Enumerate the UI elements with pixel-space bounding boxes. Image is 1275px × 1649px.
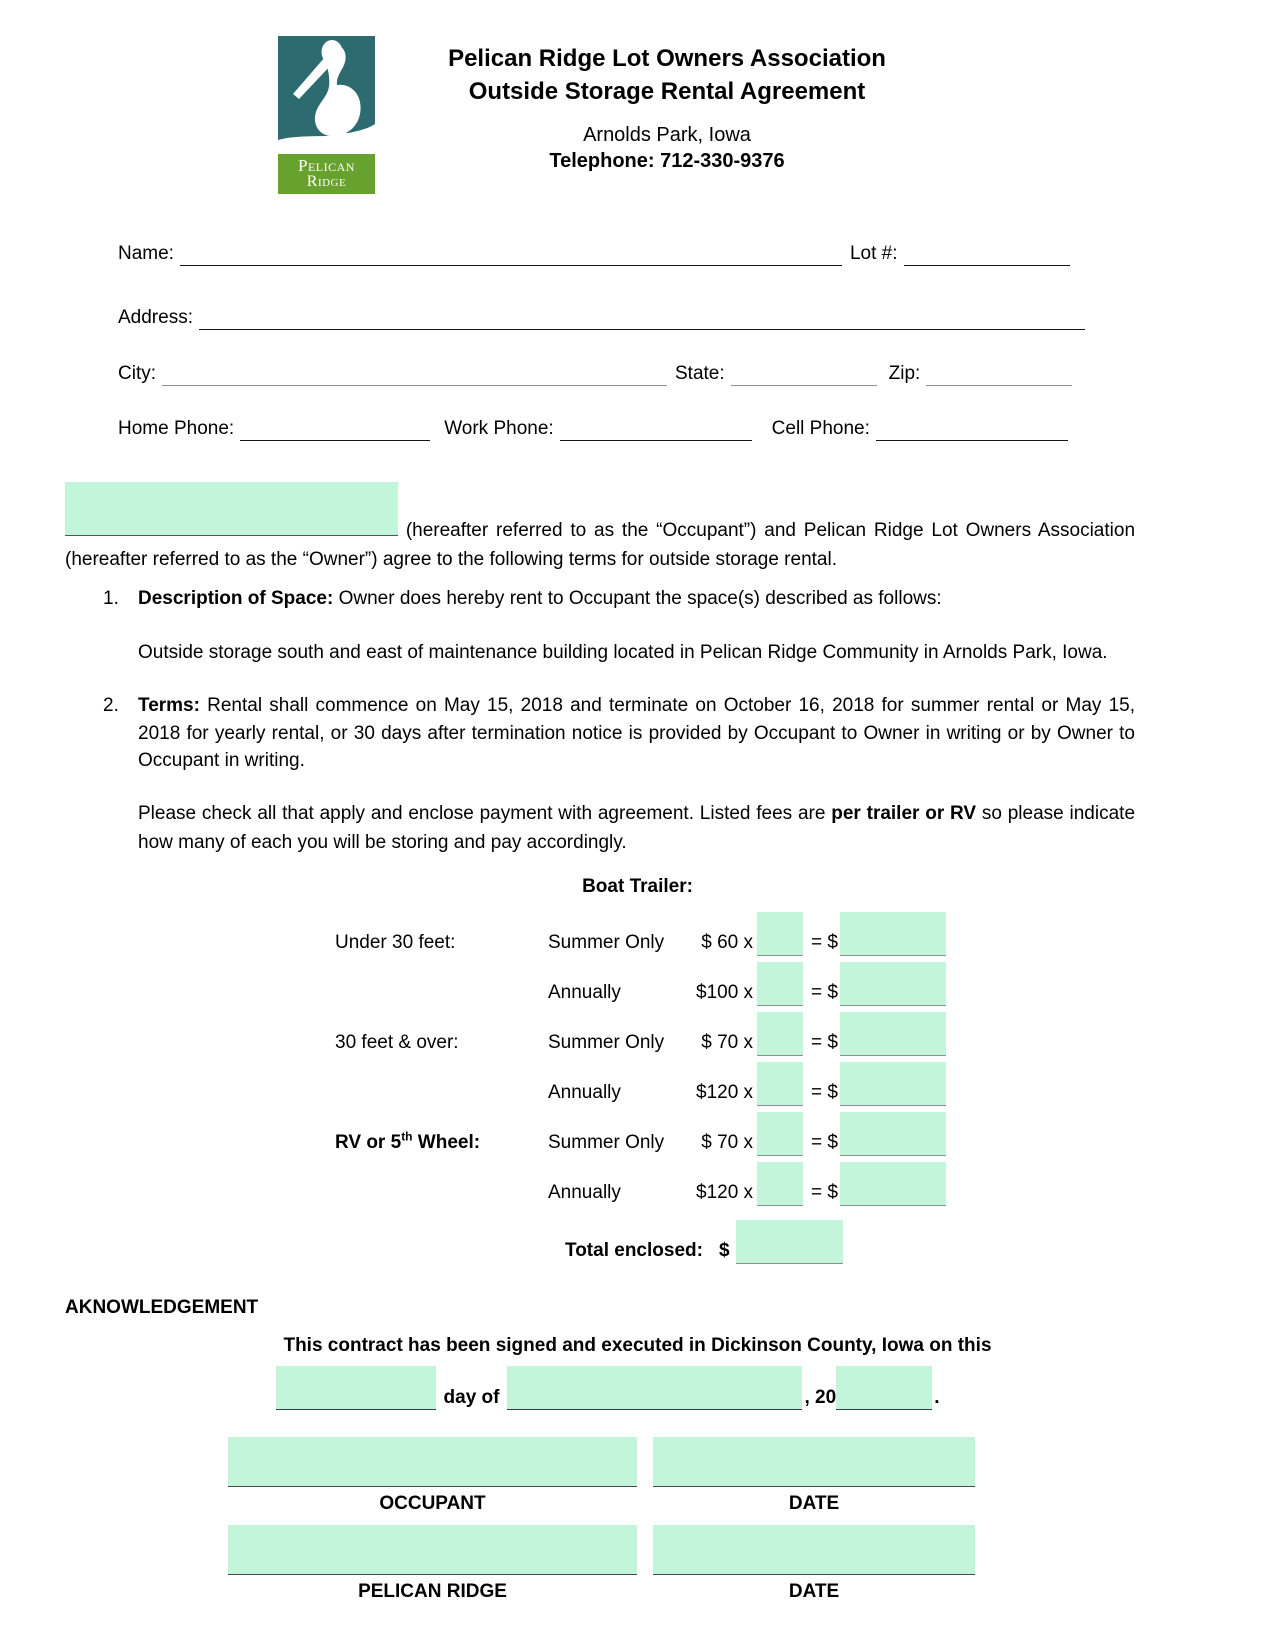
period-label: Annually bbox=[548, 982, 621, 1003]
home-phone-label: Home Phone: bbox=[118, 418, 235, 439]
occupant-date-label: DATE bbox=[788, 1493, 840, 1514]
header bbox=[278, 36, 937, 194]
telephone-subtitle: Telephone: 712-330-9376 bbox=[549, 150, 785, 172]
month-field[interactable] bbox=[507, 1366, 802, 1410]
sentence-period: . bbox=[934, 1387, 940, 1408]
occupant-signature-label: OCCUPANT bbox=[379, 1493, 486, 1514]
work-phone-label: Work Phone: bbox=[444, 418, 554, 439]
empty-category bbox=[335, 1004, 548, 1006]
note-post: so please indicate how many of each you will be storing and pay accordingly. bbox=[138, 803, 1136, 853]
state-field[interactable] bbox=[731, 385, 877, 386]
fee-row-under30-summer bbox=[0, 906, 1275, 956]
empty-category bbox=[335, 1204, 548, 1206]
rv-category-label bbox=[335, 1129, 548, 1156]
intro-paragraph bbox=[65, 482, 1135, 573]
period-label: Summer Only bbox=[548, 932, 665, 953]
under30-annual-qty-field[interactable] bbox=[757, 962, 803, 1006]
period-label: Summer Only bbox=[548, 1032, 665, 1053]
execution-date-row bbox=[0, 1366, 1275, 1410]
period-label: Annually bbox=[548, 1182, 621, 1203]
city-field[interactable] bbox=[162, 385, 667, 386]
rv-label-post: Wheel: bbox=[412, 1132, 481, 1153]
pelican-ridge-signature-field[interactable] bbox=[228, 1525, 637, 1575]
zip-label: Zip: bbox=[888, 363, 921, 384]
equals-label: = $ bbox=[811, 932, 838, 953]
period-label: Summer Only bbox=[548, 1132, 665, 1153]
title-block bbox=[397, 36, 937, 194]
price-label: $ 70 x bbox=[701, 1132, 753, 1153]
equals-label: = $ bbox=[811, 1182, 838, 1203]
phone-row bbox=[0, 395, 1275, 441]
equals-label: = $ bbox=[811, 1032, 838, 1053]
address-row bbox=[0, 284, 1275, 330]
equals-label: = $ bbox=[811, 1132, 838, 1153]
item1-detail: Outside storage south and east of maintenance building located in Pelican Ridge Community in Arnolds Park, Iowa. bbox=[138, 642, 1108, 663]
signature-left-column bbox=[228, 1437, 637, 1605]
under30-summer-amount-field[interactable] bbox=[840, 912, 946, 956]
rv-annual-qty-field[interactable] bbox=[757, 1162, 803, 1206]
location-subtitle: Arnolds Park, Iowa bbox=[583, 124, 751, 146]
year-prefix-label: , 20 bbox=[804, 1387, 837, 1408]
item-description-of-space bbox=[103, 588, 1135, 610]
item2-number: 2. bbox=[103, 695, 119, 716]
day-of-label: day of bbox=[443, 1387, 500, 1408]
fee-row-rv-annual bbox=[0, 1156, 1275, 1206]
fee-row-under30-annual bbox=[0, 956, 1275, 1006]
item-terms bbox=[103, 692, 1135, 775]
work-phone-field[interactable] bbox=[560, 440, 752, 441]
item1-title: Description of Space: bbox=[138, 588, 334, 609]
pelican-ridge-signature-label: PELICAN RIDGE bbox=[358, 1581, 507, 1602]
cell-phone-field[interactable] bbox=[876, 440, 1068, 441]
over30-annual-qty-field[interactable] bbox=[757, 1062, 803, 1106]
rv-label-pre: RV or 5 bbox=[335, 1132, 402, 1153]
total-dollar-sign: $ bbox=[718, 1240, 730, 1261]
logo-text-line1: Pelican bbox=[298, 156, 355, 175]
signature-right-column bbox=[653, 1437, 975, 1605]
pelican-ridge-logo bbox=[278, 36, 375, 194]
state-label: State: bbox=[675, 363, 725, 384]
boat-trailer-heading: Boat Trailer: bbox=[582, 876, 693, 897]
city-row bbox=[0, 340, 1275, 386]
logo-wordmark bbox=[278, 154, 375, 194]
name-label: Name: bbox=[118, 243, 174, 264]
total-enclosed-field[interactable] bbox=[736, 1220, 843, 1264]
lot-field[interactable] bbox=[904, 265, 1070, 266]
intro-text1: (hereafter referred to as the “Occupant”) and Pelican Ridge Lot Owners Association bbox=[405, 520, 1136, 541]
home-phone-field[interactable] bbox=[240, 440, 430, 441]
over30-annual-amount-field[interactable] bbox=[840, 1062, 946, 1106]
over30-summer-amount-field[interactable] bbox=[840, 1012, 946, 1056]
fee-row-rv-summer bbox=[0, 1106, 1275, 1156]
contract-executed-sentence: This contract has been signed and executed in Dickinson County, Iowa on this bbox=[283, 1335, 992, 1356]
occupant-date-field[interactable] bbox=[653, 1437, 975, 1487]
zip-field[interactable] bbox=[926, 385, 1072, 386]
note-pre: Please check all that apply and enclose payment with agreement. Listed fees are bbox=[138, 803, 832, 824]
under30-annual-amount-field[interactable] bbox=[840, 962, 946, 1006]
total-enclosed-label: Total enclosed: bbox=[565, 1240, 703, 1261]
price-label: $100 x bbox=[696, 982, 754, 1003]
price-label: $120 x bbox=[696, 1182, 754, 1203]
over30-category-label: 30 feet & over: bbox=[335, 1032, 459, 1053]
item1-number: 1. bbox=[103, 588, 119, 609]
rv-label-sup: th bbox=[401, 1129, 413, 1144]
note-bold: per trailer or RV bbox=[831, 803, 977, 824]
price-label: $120 x bbox=[696, 1082, 754, 1103]
contact-form bbox=[0, 220, 1275, 441]
occupant-signature-field[interactable] bbox=[228, 1437, 637, 1487]
signature-section bbox=[228, 1437, 975, 1605]
acknowledgement-heading: AKNOWLEDGEMENT bbox=[65, 1297, 259, 1318]
address-field[interactable] bbox=[199, 329, 1085, 330]
cell-phone-label: Cell Phone: bbox=[771, 418, 870, 439]
under30-summer-qty-field[interactable] bbox=[757, 912, 803, 956]
fee-table bbox=[0, 906, 1275, 1206]
rv-annual-amount-field[interactable] bbox=[840, 1162, 946, 1206]
rv-summer-amount-field[interactable] bbox=[840, 1112, 946, 1156]
occupant-name-field[interactable] bbox=[65, 482, 398, 536]
pelican-icon bbox=[278, 36, 375, 154]
city-label: City: bbox=[118, 363, 156, 384]
lot-label: Lot #: bbox=[849, 243, 898, 264]
empty-category bbox=[335, 1104, 548, 1106]
fee-row-over30-annual bbox=[0, 1056, 1275, 1106]
logo-text-line2: Ridge bbox=[306, 173, 347, 190]
item1-text: Owner does hereby rent to Occupant the space(s) described as follows: bbox=[333, 588, 942, 609]
total-enclosed-row bbox=[0, 1214, 1275, 1264]
period-label: Annually bbox=[548, 1082, 621, 1103]
pelican-ridge-date-label: DATE bbox=[788, 1581, 840, 1602]
address-label: Address: bbox=[118, 307, 193, 328]
item2-text: Rental shall commence on May 15, 2018 and terminate on October 16, 2018 for summer rental or May 15, 2018 for yearly rental, or 30 days after termination notice is provided by Occupant to Owner in writing or by Owner to Occupant in writing. bbox=[138, 695, 1135, 771]
over30-summer-qty-field[interactable] bbox=[757, 1012, 803, 1056]
document-title-line1: Pelican Ridge Lot Owners Association bbox=[448, 45, 886, 72]
intro-line2: (hereafter referred to as the “Owner”) agree to the following terms for outside storage rental. bbox=[65, 549, 837, 570]
pelican-ridge-date-field[interactable] bbox=[653, 1525, 975, 1575]
equals-label: = $ bbox=[811, 982, 838, 1003]
rv-summer-qty-field[interactable] bbox=[757, 1112, 803, 1156]
price-label: $ 70 x bbox=[701, 1032, 753, 1053]
year-field[interactable] bbox=[836, 1366, 932, 1410]
day-field[interactable] bbox=[276, 1366, 436, 1410]
equals-label: = $ bbox=[811, 1082, 838, 1103]
intro-line1 bbox=[65, 482, 1135, 544]
name-field[interactable] bbox=[180, 265, 842, 266]
document-title-line2: Outside Storage Rental Agreement bbox=[468, 78, 866, 105]
price-label: $ 60 x bbox=[701, 932, 753, 953]
item2-title: Terms: bbox=[138, 695, 200, 716]
name-row bbox=[0, 220, 1275, 266]
fees-note bbox=[138, 800, 1135, 857]
fee-row-over30-summer bbox=[0, 1006, 1275, 1056]
under30-category-label: Under 30 feet: bbox=[335, 932, 456, 953]
